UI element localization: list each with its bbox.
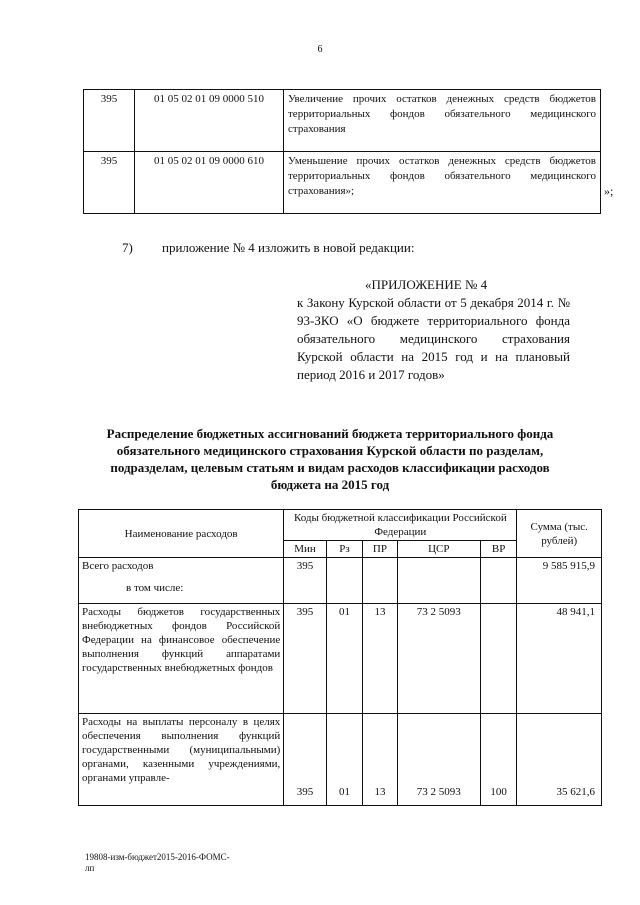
header-min: Мин	[284, 541, 327, 558]
header-sum: Сумма (тыс. рублей)	[517, 510, 602, 558]
description-cell: Уменьшение прочих остатков денежных средств бюджетов территориальных фондов обязательного медицинского страхования»;	[284, 152, 601, 214]
document-heading: Распределение бюджетных ассигнований бюджета территориального фонда обязательного медицинского страхования Курской области по разделам, подразделам, целевым статьям и видам расходов классификации расходов бюджета на 2015 год	[106, 426, 554, 492]
appendix-text: к Закону Курской области от 5 декабря 2014 г. № 93-ЗКО «О бюджете территориального фонда обязательного медицинского страхования Курской области на 2015 год и на плановый период 2016 и 2017 годов»	[297, 295, 570, 382]
csr-cell	[397, 558, 480, 604]
table-row	[84, 152, 601, 214]
sum-cell: 48 941,1	[517, 604, 602, 714]
page-number: 6	[317, 44, 323, 55]
header-rz: Рз	[326, 541, 362, 558]
pr-cell	[363, 558, 398, 604]
vr-cell: 100	[480, 714, 517, 806]
budget-code-cell: 01 05 02 01 09 0000 510	[135, 90, 284, 152]
header-codes: Коды бюджетной классификации Российской Федерации	[284, 510, 517, 541]
appendix-caption	[297, 276, 570, 384]
vr-cell	[480, 604, 517, 714]
row-name: Расходы бюджетов государственных внебюджетных фондов Российской Федерации на финансовое обеспечение выполнения функций аппаратами государственных внебюджетных фондов	[79, 604, 284, 714]
table-row	[79, 714, 602, 806]
row-name: Расходы на выплаты персоналу в целях обеспечения выполнения функций государственными (муниципальными) органами, казенными учреждениями, органами управле-	[79, 714, 284, 806]
rz-cell	[326, 558, 362, 604]
closing-quote-mark: »;	[604, 184, 614, 198]
csr-cell: 73 2 5093	[397, 604, 480, 714]
expenditure-table	[78, 509, 602, 806]
budget-code-cell: 01 05 02 01 09 0000 610	[135, 152, 284, 214]
rz-cell: 01	[326, 604, 362, 714]
amendment-item	[122, 240, 414, 256]
row-subnote: в том числе:	[126, 582, 184, 594]
footer-file-id	[85, 852, 230, 874]
min-cell: 395	[284, 714, 327, 806]
sum-cell: 9 585 915,9	[517, 558, 602, 604]
rz-cell: 01	[326, 714, 362, 806]
min-cell: 395	[284, 604, 327, 714]
table-row	[79, 604, 602, 714]
header-pr: ПР	[363, 541, 398, 558]
pr-cell: 13	[363, 714, 398, 806]
table-row	[84, 90, 601, 152]
table-row	[79, 558, 602, 604]
admin-code-cell: 395	[84, 90, 135, 152]
appendix-title: «ПРИЛОЖЕНИЕ № 4	[365, 277, 488, 292]
item-text: приложение № 4 изложить в новой редакции:	[162, 240, 415, 255]
header-vr: ВР	[480, 541, 517, 558]
row-name-cell	[79, 558, 284, 604]
header-name: Наименование расходов	[79, 510, 284, 558]
min-cell: 395	[284, 558, 327, 604]
vr-cell	[480, 558, 517, 604]
pr-cell: 13	[363, 604, 398, 714]
item-number: 7)	[122, 240, 133, 255]
csr-cell: 73 2 5093	[397, 714, 480, 806]
description-cell: Увеличение прочих остатков денежных средств бюджетов территориальных фондов обязательного медицинского страхования	[284, 90, 601, 152]
footer-line: 19808-изм-бюджет2015-2016-ФОМС-	[85, 852, 230, 862]
header-row	[79, 510, 602, 541]
footer-line: лп	[85, 863, 95, 873]
admin-code-cell: 395	[84, 152, 135, 214]
sum-cell: 35 621,6	[517, 714, 602, 806]
header-csr: ЦСР	[397, 541, 480, 558]
sources-table	[83, 89, 601, 214]
row-name: Всего расходов	[82, 560, 154, 572]
